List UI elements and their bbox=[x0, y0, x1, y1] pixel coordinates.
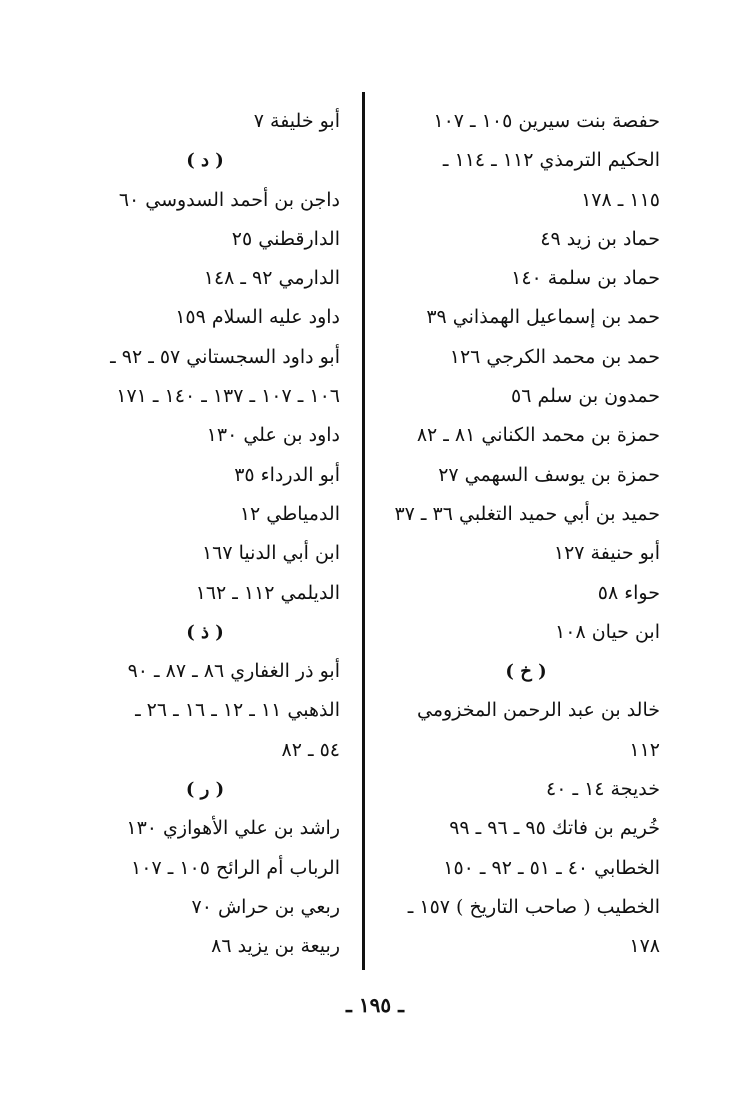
index-column-right bbox=[392, 102, 660, 967]
index-entry: ابن أبي الدنيا ١٦٧ bbox=[201, 542, 340, 565]
index-entry: الخطابي ٤٠ ـ ٥١ ـ ٩٢ ـ ١٥٠ bbox=[443, 856, 660, 879]
index-entry: أبو ذر الغفاري ٨٦ ـ ٨٧ ـ ٩٠ bbox=[127, 660, 340, 683]
index-entry: الديلمي ١١٢ ـ ١٦٢ bbox=[195, 581, 340, 604]
index-entry: أبو داود السجستاني ٥٧ ـ ٩٢ ـ bbox=[110, 345, 340, 368]
column-divider bbox=[362, 92, 365, 970]
page-number: ـ ١٩٥ ـ bbox=[346, 993, 404, 1017]
letter-section-heading: ( ذ ) bbox=[186, 621, 224, 643]
letter-section-heading: ( ر ) bbox=[185, 779, 225, 801]
index-column-left bbox=[70, 102, 340, 967]
index-entry: حمد بن محمد الكرجي ١٢٦ bbox=[449, 345, 660, 368]
index-entry: أبو خليفة ٧ bbox=[253, 110, 340, 132]
index-entry: حفصة بنت سيرين ١٠٥ ـ ١٠٧ bbox=[433, 110, 660, 132]
index-entry: خُريم بن فاتك ٩٥ ـ ٩٦ ـ ٩٩ bbox=[449, 817, 660, 840]
index-entry: الدارمي ٩٢ ـ ١٤٨ bbox=[203, 267, 340, 290]
index-entry: حمدون بن سلم ٥٦ bbox=[511, 385, 660, 408]
index-entry: الخطيب ( صاحب التاريخ ) ١٥٧ ـ bbox=[407, 895, 660, 918]
index-entry: داود بن علي ١٣٠ bbox=[206, 424, 340, 447]
index-entry: أبو الدرداء ٣٥ bbox=[234, 463, 340, 486]
index-entry: داود عليه السلام ١٥٩ bbox=[175, 306, 340, 329]
index-entry: راشد بن علي الأهوازي ١٣٠ bbox=[126, 817, 340, 840]
index-entry: ربيعة بن يزيد ٨٦ bbox=[211, 935, 340, 958]
index-entry: حميد بن أبي حميد التغلبي ٣٦ ـ ٣٧ bbox=[394, 502, 660, 525]
letter-section-heading: ( خ ) bbox=[505, 661, 547, 683]
index-entry: ١١٥ ـ ١٧٨ bbox=[581, 188, 660, 211]
index-entry: حماد بن زيد ٤٩ bbox=[540, 227, 660, 250]
index-entry: الدمياطي ١٢ bbox=[239, 502, 340, 525]
index-entry: الحكيم الترمذي ١١٢ ـ ١١٤ ـ bbox=[442, 149, 660, 172]
index-entry: ربعي بن حراش ٧٠ bbox=[191, 895, 340, 918]
index-entry: الدارقطني ٢٥ bbox=[231, 227, 340, 250]
index-entry: ٥٤ ـ ٨٢ bbox=[281, 738, 340, 761]
index-entry: الرباب أم الرائح ١٠٥ ـ ١٠٧ bbox=[131, 856, 340, 879]
index-entry: ١٠٦ ـ ١٠٧ ـ ١٣٧ ـ ١٤٠ ـ ١٧١ bbox=[116, 385, 340, 408]
index-entry: حماد بن سلمة ١٤٠ bbox=[511, 267, 660, 290]
letter-section-heading: ( د ) bbox=[186, 150, 224, 172]
index-entry: ١٧٨ bbox=[629, 935, 660, 958]
index-entry: حواء ٥٨ bbox=[597, 581, 660, 604]
index-entry: أبو حنيفة ١٢٧ bbox=[553, 542, 660, 565]
index-entry: ١١٢ bbox=[629, 738, 660, 761]
index-entry: داجن بن أحمد السدوسي ٦٠ bbox=[118, 188, 340, 211]
index-entry: ابن حيان ١٠٨ bbox=[555, 620, 660, 643]
index-entry: خالد بن عبد الرحمن المخزومي bbox=[417, 699, 660, 722]
index-entry: خديجة ١٤ ـ ٤٠ bbox=[546, 778, 660, 801]
index-entry: حمزة بن محمد الكناني ٨١ ـ ٨٢ bbox=[416, 424, 660, 447]
index-entry: حمد بن إسماعيل الهمذاني ٣٩ bbox=[426, 306, 660, 329]
index-entry: حمزة بن يوسف السهمي ٢٧ bbox=[438, 463, 660, 486]
index-entry: الذهبي ١١ ـ ١٢ ـ ١٦ ـ ٢٦ ـ bbox=[135, 699, 340, 722]
